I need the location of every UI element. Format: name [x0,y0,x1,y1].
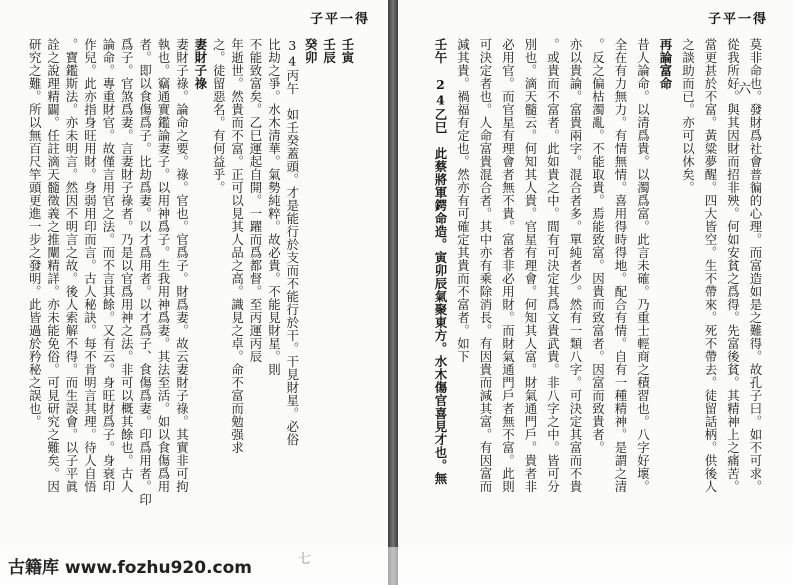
left-text-column: 癸卯 [303,38,319,64]
left-text-column: 。寶鑑斯法。亦未明言。然因不明言之故。後人索解不得。而生誤會。以子平眞 [64,38,79,493]
book-gutter [388,0,398,585]
left-text-column: 論命。專重財官。故僅言用官之法。而不言其餘。又有云。身旺財爲子。身衰印 [100,38,116,493]
right-text-column: 必用官。而官星有理會者無不貴。富者非必用財。而財氣通門戶者無不富。此則 [500,38,516,493]
right-text-column: 。或貴而不富者。此如貴之中。間有可決定其爲文貴武貴。非八字之中。皆可分 [545,38,561,493]
right-text-column: 從我所好。與其因財而招非殃。何如安貧之爲得。先富後貧。其精神上之痛苦。 [725,38,741,493]
right-text-column: 之談助而已。亦可以休矣。 [680,38,696,194]
right-text-column: 全在有力無力。有情無情。喜用得時得地。配合有情。自有一種精神。是謂之清 [613,38,628,493]
left-text-column: 妻財子祿 [192,38,208,90]
left-page-header: 子平一得 [310,12,371,27]
left-text-column: 作兒。此亦指身旺用財。身弱用印而言。古人秘訣。每不肯明言其理。待人自悟 [82,38,98,493]
left-text-column: 執也。竊通實鑑論妻子。以用神爲子。生我用神爲妻。其法至活。如以食傷爲用 [156,38,171,493]
left-text-column: 34丙午 如壬癸蓋頭。才是能行於支而不能行於干。干見財星。必俗 [284,38,300,447]
left-page [0,0,388,585]
left-text-column: 詮之說理精闢。任註滴天髓徵義之推闡精詳。亦未能免俗。可見研究之難矣。因 [45,38,61,493]
left-text-column: 比劫之爭。水木清華。氣勢純粹。故必貴。不能見財星。則 [266,38,282,376]
right-text-column: 亦以貴論。富貴兩字。混合者多。單純者少。然有一類八字。可決定其富而不貴 [568,38,583,493]
left-text-column: 之。徒留惡名。有何益乎。 [211,38,227,194]
left-text-column: 年逝世。然貴而不富。正可以見其人品之高。識見之卓。命不富而勉强求 [229,38,245,454]
right-text-column: 可決定者也。人命富貴混合者。其中亦有乘除消長。有因貴而減其富。有因富而 [478,38,493,493]
right-text-column: 別也。滴天髓云。何知其人貴。官星有理會。何知其人富。財氣通門戶。貴者非 [523,38,538,493]
left-text-column: 者。即以食傷爲子。比劫爲妻。以才爲用者。以才爲子、食傷爲妻。印爲用者。印 [137,38,153,506]
right-text-column: 壬午 24乙巳 此蔡將軍鍔命造。寅卯辰氣聚東方。水木傷官喜見才也。無 [433,38,448,486]
left-text-column: 壬寅 [340,38,355,64]
right-text-column: 再論富命 [658,38,673,90]
right-text-column: 。反之偏枯濁亂。不能取貴。焉能致富。因貴而致富者。因富而致貴者。 [590,38,606,454]
left-text-column: 爲子。官煞爲妻。言妻財子祿者。乃是以官爲用神之法。非可以概其餘也。古人 [119,38,135,493]
right-text-column: 昔人論命。以清爲貴。以濁爲富。此言未確。乃重士輕商之積習也。八字好壞。 [635,38,651,493]
right-page [398,0,793,585]
left-text-column: 研究之難。所以無百尺竿頭更進一步之發明。此皆過於矜秘之誤也。 [27,38,43,428]
watermark-text: 古籍库 www.fozhu920.com [8,558,252,578]
right-text-column: 減其貴。禍福有定也。然亦有可確定其貴而不富者。如下 [455,38,471,363]
left-text-column: 不能致富矣。乙巳運起自開。一躍而爲都督。至丙運丙辰 [248,38,263,363]
left-text-column: 壬辰 [321,38,337,64]
right-page-number: 六 [738,82,752,97]
watermark-bar [0,547,793,585]
left-text-column: 妻財子祿。論命之要。祿。官也。官爲子。財爲妻。故云妻財子祿。其實非可拘 [174,38,190,493]
right-text-column: 當更甚於不富。黃粱夢醒。四大皆空。生不帶來。死不帶去。徒留話柄。供後人 [703,38,718,493]
right-page-header: 子平一得 [708,12,769,27]
right-text-column: 莫非命也。發財爲社會普徧的心理。而富造如是之難得。故孔子曰。如不可求。 [748,38,763,493]
